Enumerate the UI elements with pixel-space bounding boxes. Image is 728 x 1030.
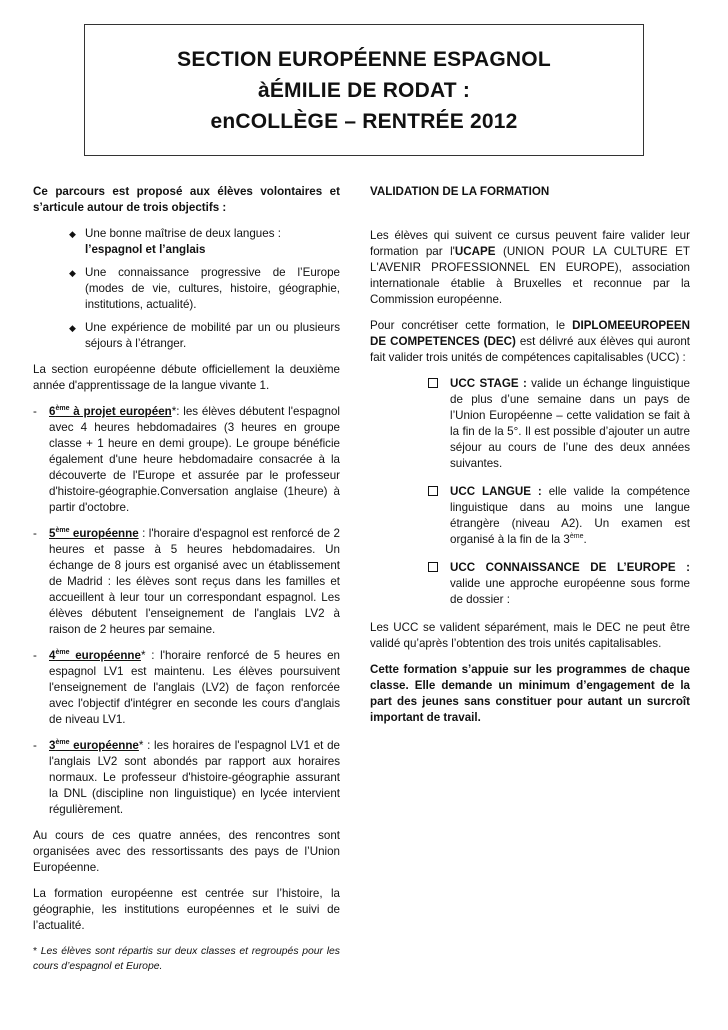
checkbox-icon <box>428 378 438 388</box>
checkbox-icon <box>428 486 438 496</box>
footnote: * Les élèves sont répartis sur deux classes et regroupés pour les cours d’espagnol et Europe. <box>33 946 340 972</box>
ucape-paragraph: Les élèves qui suivent ce cursus peuvent faire valider leur formation par l'UCAPE (UNION POUR LA CULTURE ET L'AVENIR PROFESSIONNEL EN EUROPE), association internationale établie à Bruxelles et reconnue par la Commission européenne. <box>370 229 690 306</box>
checkbox-icon <box>428 562 438 572</box>
right-column <box>370 184 690 736</box>
left-column <box>33 184 340 984</box>
dec-paragraph: Pour concrétiser cette formation, le DIPLOMEEUROPEEN DE COMPETENCES (DEC) est délivré aux élèves qui auront fait valider trois unités de compétences capitalisables (UCC) : <box>370 319 690 364</box>
start-text: La section européenne débute officiellement la deuxième année d'apprentissage de la langue vivante 1. <box>33 363 340 392</box>
level-item: - 6ème à projet européen*: les élèves débutent l'espagnol avec 4 heures hebdomadaires (3 heures en groupe classe + 1 heure en demi groupe). Le groupe bénéficie également d'une heure hebdomadaire consacrée à la découverte de l'Europe et assurée par le professeur d'histoire-géographie.Conversation anglaise (1heure) à partir d'octobre. <box>33 405 341 514</box>
title-box <box>84 24 644 156</box>
objective-item: ◆ Une expérience de mobilité par un ou plusieurs séjours à l’étranger. <box>69 321 340 350</box>
title-line-3: enCOLLÈGE – RENTRÉE 2012 <box>210 109 518 133</box>
engagement-text: Cette formation s’appuie sur les programmes de chaque classe. Elle demande un minimum d’engagement de la part des jeunes sans constituer pour autant un surcroît important de travail. <box>370 663 690 724</box>
ucc-validation-text: Les UCC se valident séparément, mais le DEC ne peut être validé qu’après l’obtention des trois unités capitalisables. <box>370 621 690 650</box>
title-line-2: àÉMILIE DE RODAT : <box>257 78 471 102</box>
meetings-text: Au cours de ces quatre années, des rencontres sont organisées avec des ressortissants des pays de l’Union Européenne. <box>33 829 340 874</box>
validation-heading: VALIDATION DE LA FORMATION <box>370 185 550 198</box>
level-item: - 4ème européenne* : l'horaire renforcé de 5 heures en espagnol LV1 est maintenu. Les élèves poursuivent l'enseignement de l'anglais (LV2) de façon renforcée avec l'objectif d'intégrer en seconde les cours d'anglais de niveau LV1. <box>33 649 340 726</box>
ucc-list <box>370 376 690 608</box>
ucc-item-langue: UCC LANGUE : elle valide la compétence linguistique dans au moins une langue étrangère (niveau A2). Un examen est organisé à la fin de la 3ème. <box>370 484 690 548</box>
diamond-bullet-icon: ◆ <box>69 323 76 333</box>
ucc-item-europe: UCC CONNAISSANCE DE L’EUROPE : valide une approche européenne sous forme de dossier : <box>370 560 690 608</box>
title-line-1: SECTION EUROPÉENNE ESPAGNOL <box>177 47 551 71</box>
level-item: - 5ème européenne : l'horaire d'espagnol est renforcé de 2 heures et passe à 5 heures hebdomadaires. Un échange de 8 jours est organisé avec un établissement de Madrid : les élèves sont reçus dans les familles et accueillent à leur tour un correspondant espagnol. Les élèves débutent l'enseignement de l'anglais LV2 à raison de 2 heures par semaine. <box>33 527 340 636</box>
levels-list <box>33 404 340 818</box>
level-item: - 3ème européenne* : les horaires de l'espagnol LV1 et de l'anglais LV2 sont abondés par rapport aux horaires normaux. Le professeur d'histoire-géographie assurant la DNL (discipline non linguistique) en lycée intervient régulièrement. <box>33 739 340 816</box>
objective-item: ◆ Une connaissance progressive de l’Europe (modes de vie, cultures, histoire, géographie, institutions, actualité). <box>69 266 340 311</box>
objective-item: ◆ Une bonne maîtrise de deux langues : l’espagnol et l’anglais <box>69 227 281 256</box>
diamond-bullet-icon: ◆ <box>69 268 76 278</box>
diamond-bullet-icon: ◆ <box>69 229 76 239</box>
focus-text: La formation européenne est centrée sur l’histoire, la géographie, les institutions européennes et le suivi de l’actualité. <box>33 887 340 932</box>
objectives-list <box>33 226 340 352</box>
intro-text: Ce parcours est proposé aux élèves volontaires et s’articule autour de trois objectifs : <box>33 185 340 214</box>
ucc-item-stage: UCC STAGE : valide un échange linguistique de plus d’une semaine dans un pays de l’Union Européenne – cette validation se fait à la fin de la 5°. Il est possible d’ajouter un autre séjour au cours de l’une des deux années suivantes. <box>370 376 690 472</box>
